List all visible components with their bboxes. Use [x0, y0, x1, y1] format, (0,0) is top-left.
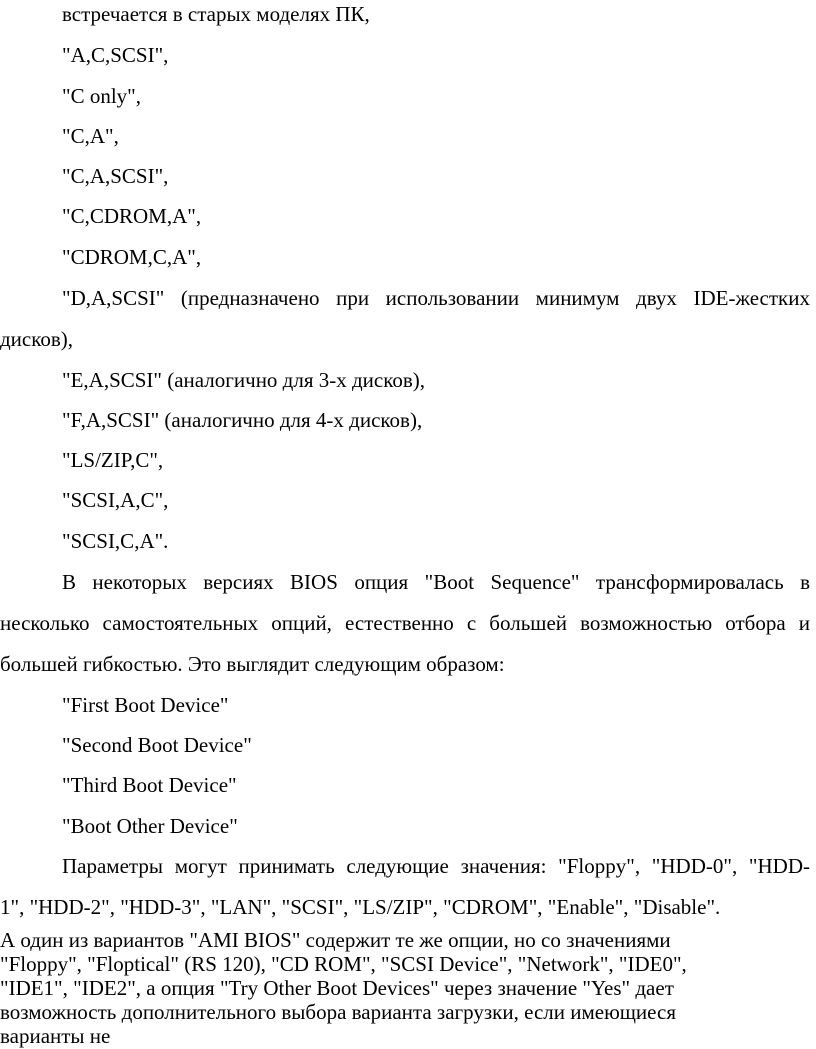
- text-line: большей гибкостью. Это выглядит следующим образом:: [0, 652, 505, 676]
- text-line: Параметры могут принимать следующие значения: "Floppy", "HDD-0", "HDD-: [62, 854, 810, 878]
- text-line: В некоторых версиях BIOS опция "Boot Sequence" трансформировалась в: [62, 570, 810, 594]
- text-line: "C,A,SCSI",: [62, 164, 169, 188]
- text-line: "Floppy", "Floptical" (RS 120), "CD ROM", "SCSI Device", "Network", "IDE0",: [0, 952, 687, 976]
- text-line: "First Boot Device": [62, 693, 229, 717]
- text-line: "Boot Other Device": [62, 814, 238, 838]
- text-line: "F,A,SCSI" (аналогично для 4-х дисков),: [62, 408, 423, 432]
- text-line: "A,C,SCSI",: [62, 43, 169, 67]
- text-line: дисков),: [0, 327, 74, 351]
- text-line: "IDE1", "IDE2", а опция "Try Other Boot Devices" через значение "Yes" дает: [0, 976, 674, 1000]
- text-line: "E,A,SCSI" (аналогично для 3-х дисков),: [62, 368, 426, 392]
- text-line: "C,CDROM,A",: [62, 204, 202, 228]
- text-line: "D,A,SCSI" (предназначено при использовании минимум двух IDE-жестких: [62, 286, 810, 310]
- text-line: "C only",: [62, 84, 141, 108]
- text-line: "Third Boot Device": [62, 773, 237, 797]
- text-line: встречается в старых моделях ПК,: [62, 2, 370, 26]
- text-line: "SCSI,A,C",: [62, 488, 169, 512]
- text-line: "CDROM,C,A",: [62, 245, 202, 269]
- text-line: А один из вариантов "AMI BIOS" содержит те же опции, но со значениями: [0, 928, 671, 952]
- text-line: несколько самостоятельных опций, естественно с большей возможностью отбора и: [0, 611, 810, 635]
- text-line: "Second Boot Device": [62, 733, 252, 757]
- text-line: "SCSI,C,A".: [62, 529, 169, 553]
- text-line: "C,A",: [62, 124, 119, 148]
- text-line: варианты не: [0, 1024, 111, 1048]
- text-line: возможность дополнительного выбора варианта загрузки, если имеющиеся: [0, 1000, 676, 1024]
- text-line: "LS/ZIP,C",: [62, 448, 164, 472]
- text-line: 1", "HDD-2", "HDD-3", "LAN", "SCSI", "LS/ZIP", "CDROM", "Enable", "Disable".: [0, 895, 721, 919]
